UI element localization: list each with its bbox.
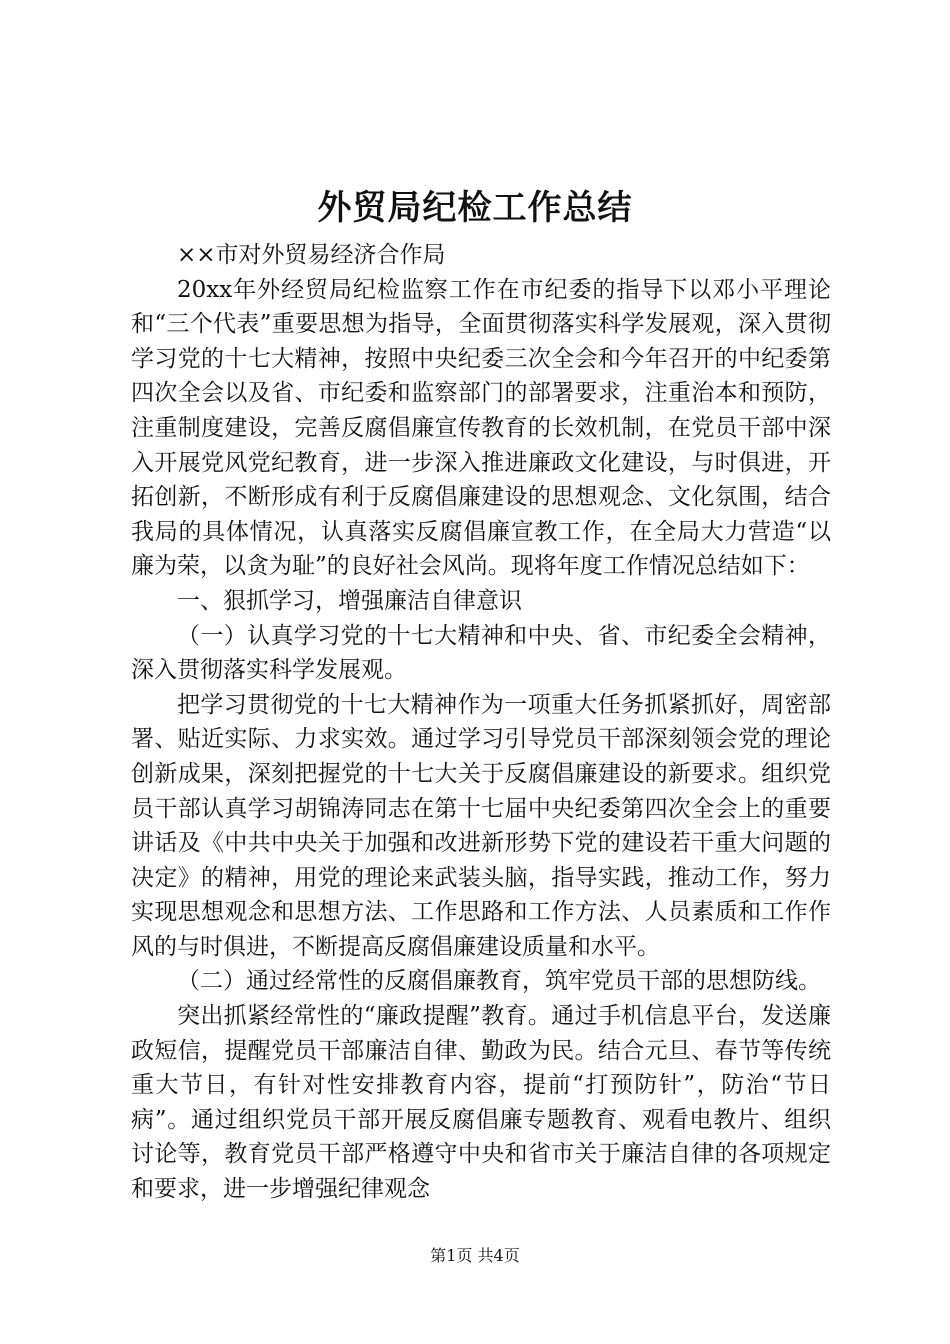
subsection-heading: （二）通过经常性的反腐倡廉教育，筑牢党员干部的思想防线。 bbox=[177, 968, 821, 995]
author-line: ××市对外贸易经济合作局 bbox=[177, 242, 446, 268]
section-heading: 一、狠抓学习，增强廉洁自律意识 bbox=[177, 587, 522, 614]
document-title: 外贸局纪检工作总结 bbox=[317, 188, 633, 228]
intro-paragraph: 20xx年外经贸局纪检监察工作在市纪委的指导下以邓小平理论和“三个代表”重要思想为指导，全面贯彻落实科学发展观，深入贯彻学习党的十七大精神，按照中央纪委三次全会和今年召开的中纪委第四次全会以及省、市纪委和监察部门的部署要求，注重治本和预防，注重制度建设，完善反腐倡廉宣传教育的长效机制，在党员干部中深入开展党风党纪教育，进一步深入推进廉政文化建设，与时俱进，开拓创新，不断形成有利于反腐倡廉建设的思想观念、文化氛围，结合我局的具体情况，认真落实反腐倡廉宣教工作，在全局大力营造“以廉为荣，以贪为耻”的良好社会风尚。现将年度工作情况总结如下： bbox=[131, 276, 831, 580]
subsection-heading: （一）认真学习党的十七大精神和中央、省、市纪委全会精神，深入贯彻落实科学发展观。 bbox=[131, 622, 831, 684]
body-paragraph: 把学习贯彻党的十七大精神作为一项重大任务抓紧抓好，周密部署、贴近实际、力求实效。通过学习引导党员干部深刻领会党的理论创新成果，深刻把握党的十七大关于反腐倡廉建设的新要求。组织党员干部认真学习胡锦涛同志在第十七届中央纪委第四次全会上的重要讲话及《中共中央关于加强和改进新形势下党的建设若干重大问题的决定》的精神，用党的理论来武装头脑，指导实践，推动工作，努力实现思想观念和思想方法、工作思路和工作方法、人员素质和工作作风的与时俱进，不断提高反腐倡廉建设质量和水平。 bbox=[131, 691, 831, 960]
document-body bbox=[131, 238, 831, 1207]
page-footer: 第1页 共4页 bbox=[430, 1246, 520, 1265]
body-paragraph: 突出抓紧经常性的“廉政提醒”教育。通过手机信息平台，发送廉政短信，提醒党员干部廉洁自律、勤政为民。结合元旦、春节等传统重大节日，有针对性安排教育内容，提前“打预防针”，防治“节日病”。通过组织党员干部开展反腐倡廉专题教育、观看电教片、组织讨论等，教育党员干部严格遵守中央和省市关于廉洁自律的各项规定和要求，进一步增强纪律观念 bbox=[131, 1003, 831, 1203]
